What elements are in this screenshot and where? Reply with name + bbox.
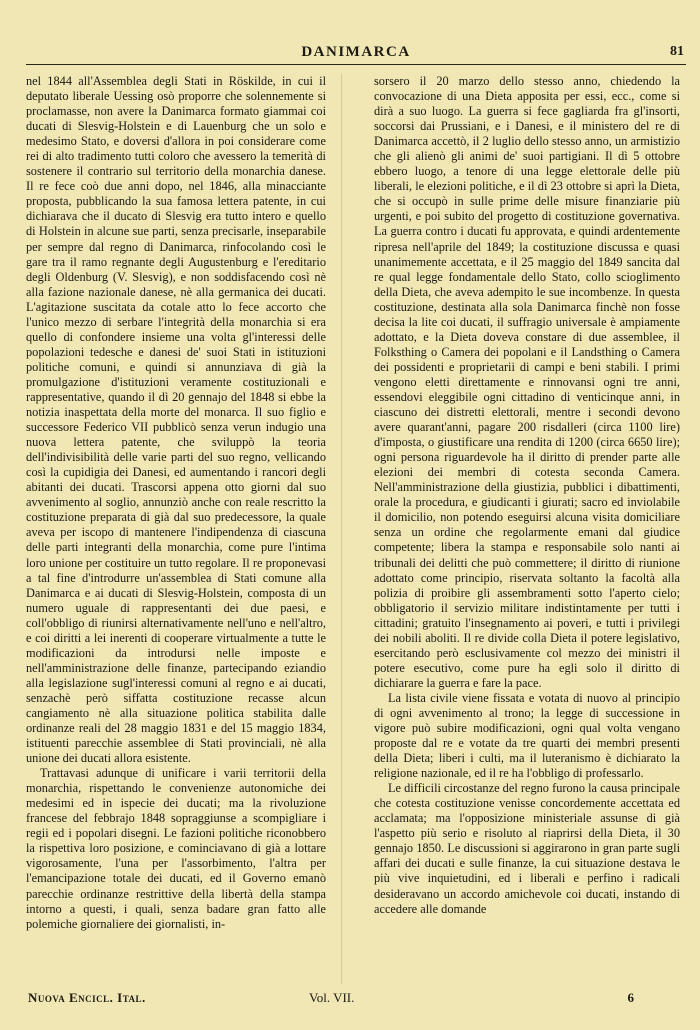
page-number: 81 bbox=[670, 44, 684, 59]
page-footer bbox=[26, 990, 686, 1010]
work-title: Nuova Encicl. Ital. bbox=[28, 990, 146, 1005]
body-paragraph: nel 1844 all'Assemblea degli Stati in Röskilde, in cui il deputato liberale Uessing osò proporre che solennemente si proclamasse, non avere la Danimarca formato giammai coi ducati di Slesvig-Holstein e di Lauenburg che un solo e medesimo Stato, e doversi d'allora in poi considerare come rei di alto tradimento tutti coloro che avessero la temerità di sostenere il contrario sul territorio della monarchia danese. Il re fece coò due anni dopo, nel 1846, alla minacciante proposta, pubblicando la sua famosa lettera patente, in cui dichiarava che il ducato di Slesvig era tutto intero e quello di Holstein in alcune sue parti, senza precisarle, inseparabile per sempre dal regno di Danimarca, rinfocolando così le gare tra il ramo regnante degli Augustenburg e l'ereditario degli Oldenburg (V. Slesvig), e non soddisfacendo così nè alla fazione nazionale danese, nè alla germanica dei ducati. L'agitazione suscitata da cotale atto lo fece accorto che l'unico mezzo di serbare l'integrità della monarchia si era quello di confondere insieme una volta gl'interessi delle popolazioni tedesche e danesi de' suoi Stati in istituzioni politiche comuni, e quindi si annunziava di già la promulgazione d'istituzioni veramente costituzionali e rappresentative, quando il dì 20 gennajo del 1848 si ebbe la notizia inaspettata della morte del monarca. Il suo figlio e successore Federico VII pubblicò senza verun indugio una nuova lettera patente, che sviluppò la teoria dell'indivisibilità delle varie parti del suo regno, vellicando così la cupidigia dei Danesi, ed aumentando i rancori degli abitanti dei ducati. Trascorsi appena otto giorni dal suo avvenimento al soglio, annunziò anche con reale rescritto la costituzione preparata di già dal suo predecessore, la quale aveva per iscopo di mantenere l'indipendenza di ciascuna delle parti integranti della monarchia, come pure l'intima loro unione per costituire un tutto regolare. Il re proponevasi a tal fine d'introdurre un'assemblea di Stati comune alla Danimarca e ai ducati di Slesvig-Holstein, composta di un numero uguale di rappresentanti dei due paesi, e coll'obbligo di riunirsi alternativamente nell'uno e nell'altro, e coi diritti a lei inerenti di cooperare virtualmente a tutte le modificazioni da introdursi nelle imposte e nell'amministrazione delle finanze, partecipando eziandio alla legislazione sugl'interessi comuni al regno e ai ducati, senzachè però siffatta costituzione recasse alcun cangiamento nè alla situazione politica stabilita dalle ordinanze reali del 28 maggio 1831 e del 15 maggio 1834, istituenti parecchie assemblee di Stati provinciali, nè alla unione dei ducati allora esistente. bbox=[26, 74, 326, 766]
column-gutter bbox=[341, 74, 342, 984]
body-paragraph: Trattavasi adunque di unificare i varii territorii della monarchia, rispettando le convenienze autonomiche dei medesimi ed in ispecie dei ducati; ma la rivoluzione francese del febbrajo 1848 sopraggiunse a scompigliare i regii ed i popolari disegni. Le fazioni politiche riconobbero la rispettiva loro posizione, e cominciavano di già a lottare vigorosamente, l'una per l'assorbimento, l'altra per l'emancipazione totale dei ducati, ed il Governo emanò parecchie ordinanze restrittive della libertà della stampa intorno a questi, i quali, senza badare gran fatto alle polemiche giornaliere dei giornalisti, in- bbox=[26, 766, 326, 931]
page-header bbox=[26, 42, 686, 65]
left-column bbox=[26, 74, 326, 932]
body-paragraph: sorsero il 20 marzo dello stesso anno, chiedendo la convocazione di una Dieta apposita per essi, ecc., come si dirà a suo luogo. La guerra si fece gagliarda fra gl'insorti, soccorsi dai Prussiani, e i Danesi, e il ministero del re di Danimarca accettò, il 2 luglio dello stesso anno, un armistizio che gli alienò gli animi de' suoi partigiani. Il dì 5 ottobre ebbero luogo, a tenore di una legge elettorale delle più liberali, le elezioni politiche, e il dì 23 ottobre si aprì la Dieta, che si occupò in sulle prime delle misure finanziarie più urgenti, e poi subito del progetto di costituzione governativa. La guerra contro i ducati fu approvata, e quindi ardentemente ripresa nell'aprile del 1849; la costituzione discussa e quasi unanimemente accettata, e il 25 maggio del 1849 sancita dal re qual legge fondamentale dello Stato, collo scioglimento della Dieta, che aveva adempito le sue incombenze. In questa costituzione, destinata alla sola Danimarca finchè non fosse decisa la lite coi ducati, il suffragio universale è ampiamente adottato, e la Dieta doveva constare di due assemblee, il Folksthing o Camera dei popolani e il Landsthing o Camera dei possidenti e proprietarii di campi e beni stabili. I primi vengono eletti direttamente e rinnovansi ogni tre anni, essendovi eleggibile ogni cittadino di venticinque anni, in ciascuno dei distretti elettorali, mentre i secondi devono avere quarant'anni, pagare 200 risdalleri (circa 1100 lire) d'imposta, o giustificare una rendita di 1200 (circa 6650 lire); ogni persona riguardevole ha il diritto di prender parte alle elezioni dei membri di cotesta seconda Camera. Nell'amministrazione della giustizia, pubblici i dibattimenti, orale la procedura, e giudicanti i giurati; sacro ed inviolabile il domicilio, non potendo eseguirsi alcuna visita domiciliare senza un ordine che regolarmente emani dal giudice competente; libera la stampa e responsabile solo nanti ai tribunali dei delitti che può commettere; il diritto di riunione adottato come principio, riservata soltanto la facoltà alla polizia di proibire gli assembramenti sotto l'aperto cielo; obbligatorio il servizio militare indistintamente per tutti i cittadini; gratuito l'insegnamento ai poveri, e tutti i privilegi dei nobili aboliti. Il re divide colla Dieta il potere legislativo, esercitando però esclusivamente col mezzo dei ministri il potere esecutivo, come pure ha egli solo il diritto di dichiarare la guerra e fare la pace. bbox=[374, 74, 680, 690]
volume-label: Vol. VII. bbox=[309, 990, 355, 1005]
running-title: DANIMARCA bbox=[301, 44, 411, 60]
body-paragraph: Le difficili circostanze del regno furono la causa principale che cotesta costituzione venisse concordemente accettata ed acclamata; ma l'opposizione ministeriale assunse di già l'aspetto più serio e risoluto al riaprirsi della Dieta, il 30 gennajo 1850. Le discussioni si aggirarono in gran parte sugli affari dei ducati e sulle finanze, la cui situazione destava le più vive inquietudini, ed i liberali e perfino i radicali desideravano un accordo amichevole coi ducati, instando di accedere alle domande bbox=[374, 781, 680, 916]
body-paragraph: La lista civile viene fissata e votata di nuovo al principio di ogni avvenimento al trono; la legge di successione in vigore può subire modificazioni, ogni qual volta vengano proposte dal re e votate da tre quarti dei membri presenti della Dieta; liberi i culti, ma il luteranismo è dichiarato la religione nazionale, ed il re ha l'obbligo di professarlo. bbox=[374, 690, 680, 781]
right-column bbox=[374, 74, 680, 917]
signature-number: 6 bbox=[627, 990, 634, 1005]
